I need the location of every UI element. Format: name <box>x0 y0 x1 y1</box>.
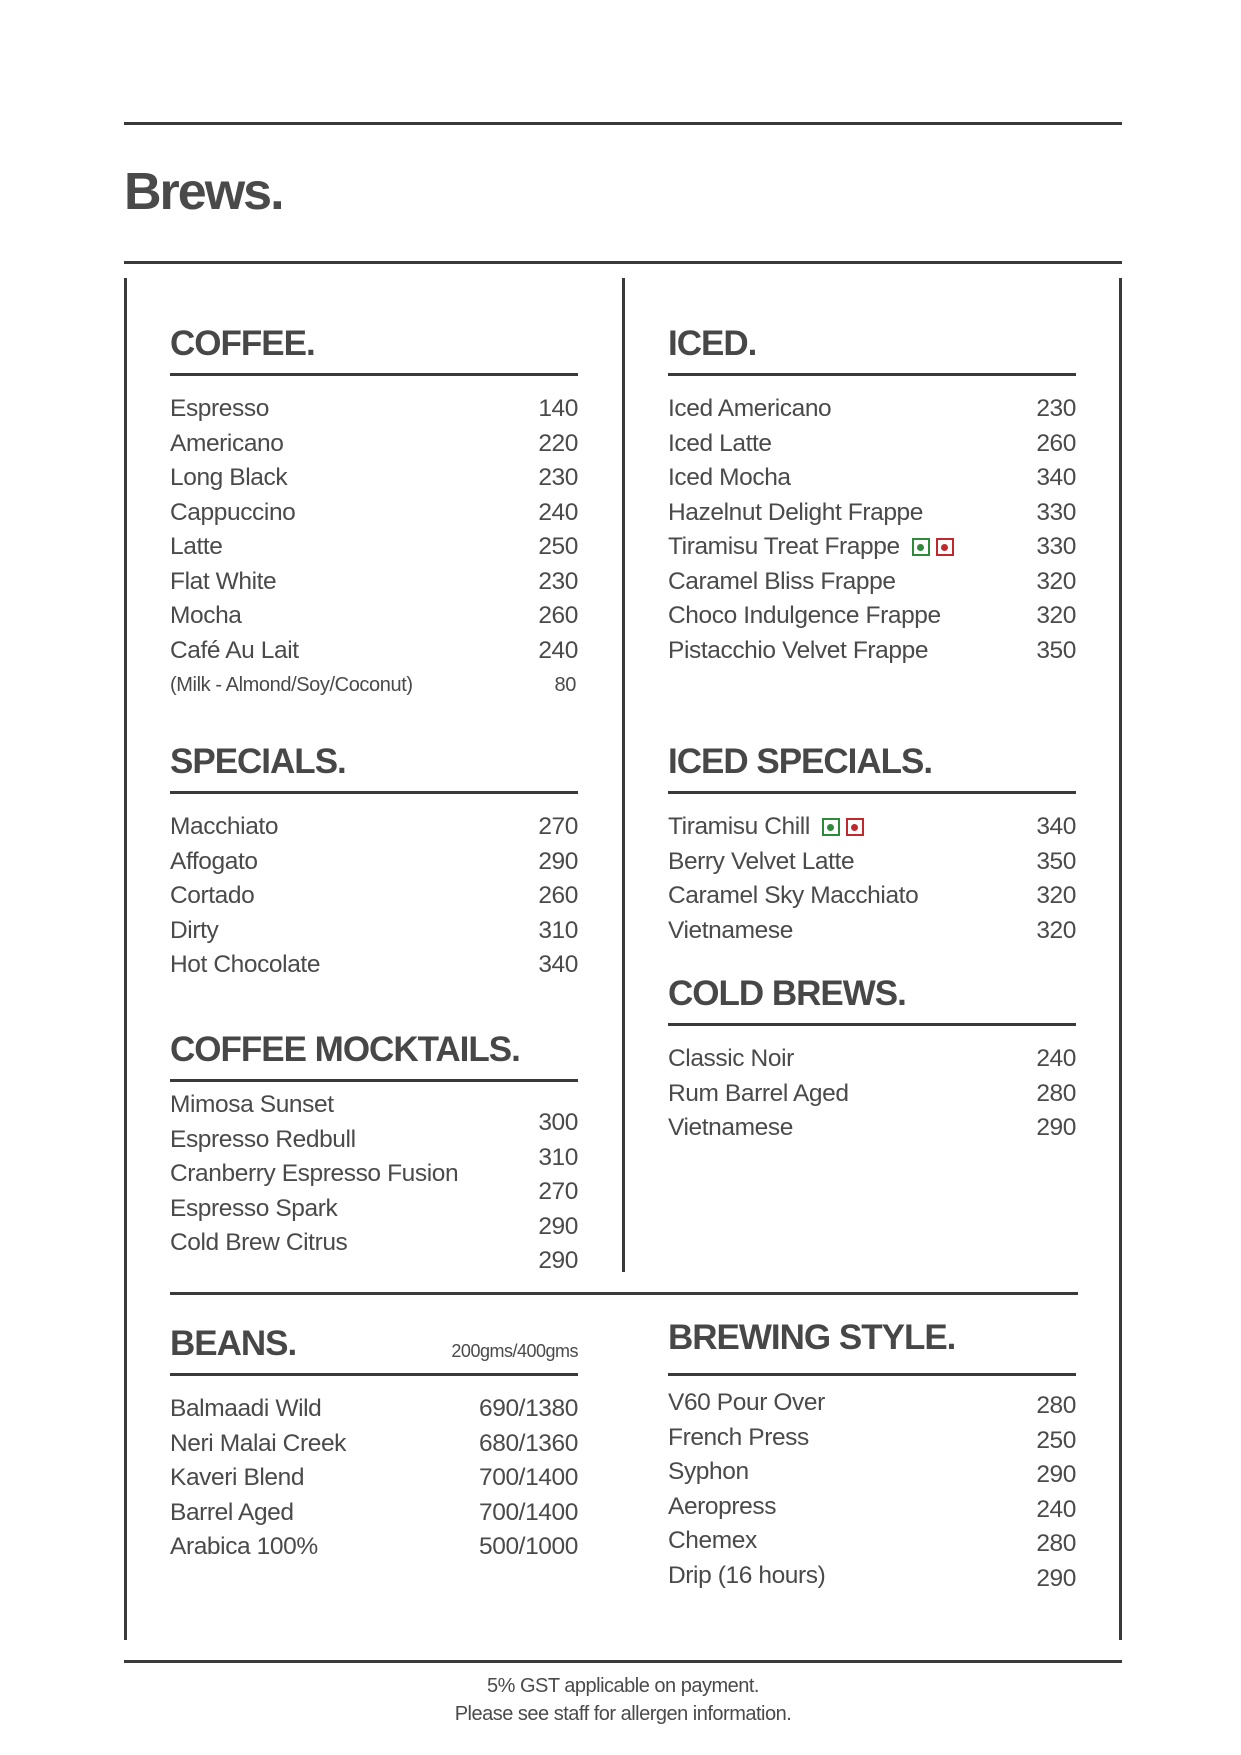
section-rule <box>170 1373 578 1376</box>
menu-list <box>170 392 578 702</box>
menu-item <box>170 565 578 600</box>
item-price: 320 <box>1036 602 1076 630</box>
item-name: Balmaadi Wild <box>170 1395 322 1423</box>
item-price: 250 <box>538 533 578 561</box>
section-coffee <box>170 310 578 702</box>
menu-item <box>170 530 578 565</box>
item-price: 230 <box>538 464 578 492</box>
menu-item <box>170 914 578 949</box>
weight-options-label: 200gms/400gms <box>451 1341 578 1361</box>
menu-item <box>668 879 1076 914</box>
menu-item <box>668 845 1076 880</box>
item-name: Iced Americano <box>668 395 832 423</box>
mocktail-names <box>170 1088 458 1279</box>
menu-item <box>170 948 578 983</box>
item-price: 290 <box>1036 1114 1076 1142</box>
item-price: 240 <box>538 498 578 526</box>
item-name: Neri Malai Creek <box>170 1429 347 1457</box>
item-name: Hot Chocolate <box>170 951 321 979</box>
allergen-note: Please see staff for allergen information. <box>454 1703 792 1725</box>
section-header <box>170 310 578 376</box>
item-price: 140 <box>538 395 578 423</box>
mocktail-prices <box>538 1088 578 1279</box>
item-price: 230 <box>1036 395 1076 423</box>
item-name: Long Black <box>170 464 288 492</box>
item-name: Rum Barrel Aged <box>668 1079 849 1107</box>
section-title: BEANS. <box>170 1324 297 1363</box>
item-name: Syphon <box>668 1458 749 1486</box>
section-cold-brews <box>668 960 1076 1146</box>
menu-item <box>668 427 1076 462</box>
section-brewing-style <box>668 1310 1076 1596</box>
section-iced <box>668 310 1076 668</box>
section-rule <box>668 1023 1076 1026</box>
item-price: 270 <box>538 1178 578 1206</box>
menu-item <box>668 914 1076 949</box>
item-price: 280 <box>1036 1392 1076 1420</box>
menu-list <box>668 1042 1076 1146</box>
item-name: Tiramisu Chill <box>668 813 810 841</box>
column-divider <box>622 278 625 1272</box>
item-name: Latte <box>170 533 223 561</box>
brewing-list <box>668 1386 1076 1596</box>
item-name: Tiramisu Treat Frappe <box>668 533 900 561</box>
section-rule <box>170 373 578 376</box>
item-name: V60 Pour Over <box>668 1389 825 1417</box>
menu-item <box>170 392 578 427</box>
menu-item <box>668 461 1076 496</box>
item-name: Caramel Sky Macchiato <box>668 882 919 910</box>
item-price: 700/1400 <box>479 1464 578 1492</box>
item-price: 690/1380 <box>479 1395 578 1423</box>
item-name: Chemex <box>668 1527 757 1555</box>
left-border <box>124 278 127 1640</box>
menu-item <box>668 530 1076 565</box>
item-name: Kaveri Blend <box>170 1464 305 1492</box>
non-veg-icon <box>846 818 864 836</box>
item-name: French Press <box>668 1423 809 1451</box>
item-name: Pistacchio Velvet Frappe <box>668 636 929 664</box>
item-name: Macchiato <box>170 813 279 841</box>
menu-item <box>668 634 1076 669</box>
item-price: 320 <box>1036 916 1076 944</box>
item-price: 340 <box>1036 464 1076 492</box>
milk-option-note <box>170 668 578 702</box>
section-title: COFFEE. <box>170 324 315 363</box>
item-name: Cold Brew Citrus <box>170 1229 348 1257</box>
menu-item <box>170 810 578 845</box>
brewing-prices <box>1036 1386 1076 1596</box>
item-name: Vietnamese <box>668 916 793 944</box>
menu-list <box>668 810 1076 948</box>
item-price: 250 <box>1036 1426 1076 1454</box>
item-name: Hazelnut Delight Frappe <box>668 498 924 526</box>
item-name: Espresso Spark <box>170 1194 338 1222</box>
item-price: 260 <box>538 602 578 630</box>
menu-list <box>668 392 1076 668</box>
item-price: 340 <box>538 951 578 979</box>
item-name: Americano <box>170 429 284 457</box>
veg-icon <box>912 538 930 556</box>
menu-item <box>170 427 578 462</box>
item-price: 680/1360 <box>479 1429 578 1457</box>
item-name: Aeropress <box>668 1492 777 1520</box>
item-price: 350 <box>1036 847 1076 875</box>
mocktail-list <box>170 1088 578 1279</box>
diet-marks <box>912 538 954 556</box>
item-price: 290 <box>1036 1564 1076 1592</box>
section-header <box>170 1016 578 1082</box>
item-name: Espresso Redbull <box>170 1125 356 1153</box>
section-rule <box>668 791 1076 794</box>
footer-notes <box>124 1672 1122 1728</box>
item-name: Cortado <box>170 882 255 910</box>
menu-item <box>668 392 1076 427</box>
menu-item <box>668 599 1076 634</box>
item-price: 330 <box>1036 498 1076 526</box>
section-rule <box>668 1373 1076 1376</box>
menu-item <box>668 496 1076 531</box>
menu-list <box>170 1392 578 1565</box>
item-price: 80 <box>554 673 576 696</box>
item-name: Flat White <box>170 567 277 595</box>
item-price: 500/1000 <box>479 1533 578 1561</box>
item-name: Mocha <box>170 602 242 630</box>
item-name: Vietnamese <box>668 1114 793 1142</box>
item-name: Caramel Bliss Frappe <box>668 567 896 595</box>
item-price: 700/1400 <box>479 1498 578 1526</box>
item-name: Choco Indulgence Frappe <box>668 602 941 630</box>
item-name: Arabica 100% <box>170 1533 318 1561</box>
item-price: 310 <box>538 1143 578 1171</box>
gst-note: 5% GST applicable on payment. <box>487 1675 759 1697</box>
section-header <box>668 1310 1076 1376</box>
item-name: Iced Mocha <box>668 464 791 492</box>
item-price: 290 <box>538 1212 578 1240</box>
item-price: 320 <box>1036 882 1076 910</box>
item-name: Cranberry Espresso Fusion <box>170 1160 459 1188</box>
item-name: Affogato <box>170 847 258 875</box>
top-rule <box>124 122 1122 125</box>
item-price: 260 <box>538 882 578 910</box>
menu-item <box>170 1530 578 1565</box>
title-rule <box>124 261 1122 264</box>
section-rule <box>668 373 1076 376</box>
menu-item <box>668 565 1076 600</box>
item-price: 220 <box>538 429 578 457</box>
item-price: 350 <box>1036 636 1076 664</box>
item-name: (Milk - Almond/Soy/Coconut) <box>170 673 413 696</box>
item-name-wrap <box>668 533 954 561</box>
menu-item <box>668 1111 1076 1146</box>
item-name: Berry Velvet Latte <box>668 847 855 875</box>
item-name: Mimosa Sunset <box>170 1091 334 1119</box>
item-price: 290 <box>1036 1461 1076 1489</box>
section-header <box>668 728 1076 794</box>
item-price: 240 <box>1036 1045 1076 1073</box>
item-price: 270 <box>538 813 578 841</box>
item-name-wrap <box>668 813 864 841</box>
item-price: 260 <box>1036 429 1076 457</box>
item-name: Café Au Lait <box>170 636 299 664</box>
menu-item <box>170 1392 578 1427</box>
section-title: ICED. <box>668 324 757 363</box>
item-price: 320 <box>1036 567 1076 595</box>
section-title: COFFEE MOCKTAILS. <box>170 1030 520 1069</box>
item-price: 280 <box>1036 1079 1076 1107</box>
section-header <box>170 1310 578 1376</box>
menu-item <box>170 1427 578 1462</box>
section-rule <box>170 791 578 794</box>
item-name: Drip (16 hours) <box>668 1561 826 1589</box>
menu-item <box>170 634 578 669</box>
non-veg-icon <box>936 538 954 556</box>
item-price: 310 <box>538 916 578 944</box>
item-price: 330 <box>1036 533 1076 561</box>
item-price: 240 <box>1036 1495 1076 1523</box>
section-header <box>668 960 1076 1026</box>
section-coffee-mocktails <box>170 1016 578 1279</box>
menu-item <box>668 1042 1076 1077</box>
section-specials <box>170 728 578 983</box>
section-header <box>170 728 578 794</box>
item-price: 290 <box>538 1247 578 1275</box>
item-price: 340 <box>1036 813 1076 841</box>
menu-item <box>170 599 578 634</box>
item-price: 290 <box>538 847 578 875</box>
diet-marks <box>822 818 864 836</box>
bottom-rule <box>124 1660 1122 1663</box>
menu-item <box>170 845 578 880</box>
item-name: Dirty <box>170 916 219 944</box>
item-price: 240 <box>538 636 578 664</box>
menu-item <box>668 1077 1076 1112</box>
menu-list <box>170 810 578 983</box>
item-price: 230 <box>538 567 578 595</box>
menu-item <box>170 1496 578 1531</box>
item-name: Barrel Aged <box>170 1498 294 1526</box>
lower-divider <box>170 1292 1078 1295</box>
item-price: 300 <box>538 1109 578 1137</box>
menu-item <box>170 496 578 531</box>
menu-item <box>170 461 578 496</box>
right-border <box>1119 278 1122 1640</box>
item-name: Cappuccino <box>170 498 296 526</box>
menu-item <box>668 810 1076 845</box>
page-title: Brews. <box>124 163 283 221</box>
section-beans <box>170 1310 578 1565</box>
section-header <box>668 310 1076 376</box>
item-name: Espresso <box>170 395 269 423</box>
menu-item <box>170 1461 578 1496</box>
section-rule <box>170 1079 578 1082</box>
section-title: SPECIALS. <box>170 742 346 781</box>
menu-item <box>170 879 578 914</box>
section-iced-specials <box>668 728 1076 948</box>
section-title: BREWING STYLE. <box>668 1318 956 1357</box>
section-title: ICED SPECIALS. <box>668 742 933 781</box>
brewing-names <box>668 1386 825 1596</box>
item-price: 280 <box>1036 1530 1076 1558</box>
item-name: Iced Latte <box>668 429 772 457</box>
item-name: Classic Noir <box>668 1045 794 1073</box>
section-title: COLD BREWS. <box>668 974 906 1013</box>
veg-icon <box>822 818 840 836</box>
